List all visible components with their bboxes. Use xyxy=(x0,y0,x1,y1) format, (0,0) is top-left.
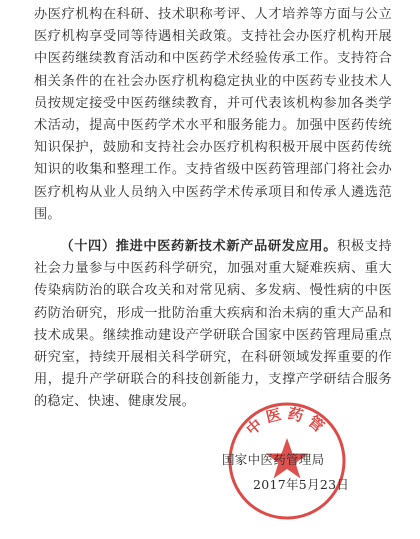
signatory: 国家中医药管理局 xyxy=(222,452,325,467)
document-date: 2017年5月23日 xyxy=(253,477,350,492)
svg-text:中医药管: 中医药管 xyxy=(243,405,331,439)
body-paragraph-2 xyxy=(34,236,392,414)
section-heading: （十四）推进中医药新技术新产品研发应用。 xyxy=(60,239,338,254)
body-paragraph-1: 办医疗机构在科研、技术职称考评、人才培养等方面与公立医疗机构享受同等待遇相关政策。支持社会办医疗机构开展中医药继续教育活动和中医药学术经验传承工作。支持符合相关条件的在社会办医疗机构稳定执业的中医药专业技术人员按规定接受中医药继续教育，并可代表该机构参加各类学术活动，提高中医药学术水平和服务能力。加强中医药传统知识保护，鼓励和支持社会办医疗机构积极开展中医药传统知识的收集和整理工作。支持省级中医药管理部门将社会办医疗机构从业人员纳入中医药学术传承项目和传承人遴选范围。 xyxy=(34,7,392,222)
section-body: 积极支持社会力量参与中医药科学研究，加强对重大疑难疾病、重大传染病防治的联合攻关和对常见病、多发病、慢性病的中医药防治研究，形成一批防治重大疾病和治未病的重大产品和技术成果。继续推动建设产学研联合国家中医药管理局重点研究室，持续开展相关科学研究，在科研领域发挥重要的作用，提升产学研联合的科技创新能力，支撑产学研结合服务的稳定、快速、健康发展。 xyxy=(34,239,392,410)
